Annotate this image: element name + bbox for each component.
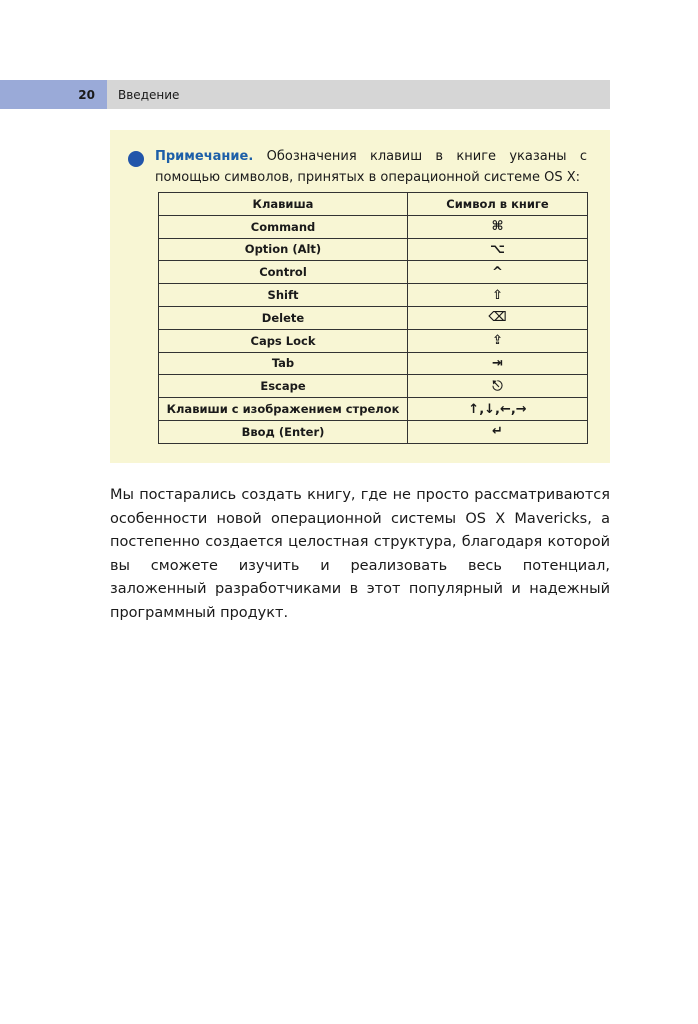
table-row (159, 398, 588, 421)
table-row (159, 238, 588, 261)
table-header-row (159, 193, 588, 216)
option-icon: ⌥ (408, 238, 588, 261)
body-paragraph: Мы постарались создать книгу, где не просто рассматриваются особенности новой операционной системы OS X Mavericks, а постепенно создается целостная структура, благодаря которой вы сможете изучить и реализовать весь потенциал, заложенный разработчиками в этот популярный и надежный программный продукт. (110, 487, 610, 621)
note-body: Обозначения клавиш в книге указаны с помощью символов, принятых в операционной системе OS X: (155, 149, 587, 185)
shift-icon: ⇧ (408, 284, 588, 307)
column-header-symbol: Символ в книге (408, 193, 588, 216)
tab-icon: ⇥ (408, 352, 588, 375)
bullet-icon (128, 151, 144, 167)
table-row (159, 420, 588, 443)
key-name: Option (Alt) (159, 238, 408, 261)
key-symbols-table (158, 192, 588, 444)
key-name: Command (159, 215, 408, 238)
table-row (159, 329, 588, 352)
note-paragraph (155, 146, 587, 188)
page-number: 20 (0, 80, 107, 109)
table-row (159, 284, 588, 307)
note-label: Примечание. (155, 149, 254, 164)
key-name: Ввод (Enter) (159, 420, 408, 443)
table-row (159, 261, 588, 284)
control-icon: ^ (408, 261, 588, 284)
key-name: Delete (159, 306, 408, 329)
section-title: Введение (107, 80, 610, 109)
enter-icon: ↵ (408, 420, 588, 443)
table-row (159, 352, 588, 375)
key-name: Клавиши с изображением стрелок (159, 398, 408, 421)
table-row (159, 215, 588, 238)
arrow-keys-icon: ↑,↓,←,→ (408, 398, 588, 421)
key-name: Control (159, 261, 408, 284)
column-header-key: Клавиша (159, 193, 408, 216)
command-icon: ⌘ (408, 215, 588, 238)
table-row (159, 375, 588, 398)
key-name: Tab (159, 352, 408, 375)
caps-lock-icon: ⇪ (408, 329, 588, 352)
escape-icon: ⎋ (408, 375, 588, 398)
delete-icon: ⌫ (408, 306, 588, 329)
key-name: Escape (159, 375, 408, 398)
table-row (159, 306, 588, 329)
key-name: Shift (159, 284, 408, 307)
key-name: Caps Lock (159, 329, 408, 352)
